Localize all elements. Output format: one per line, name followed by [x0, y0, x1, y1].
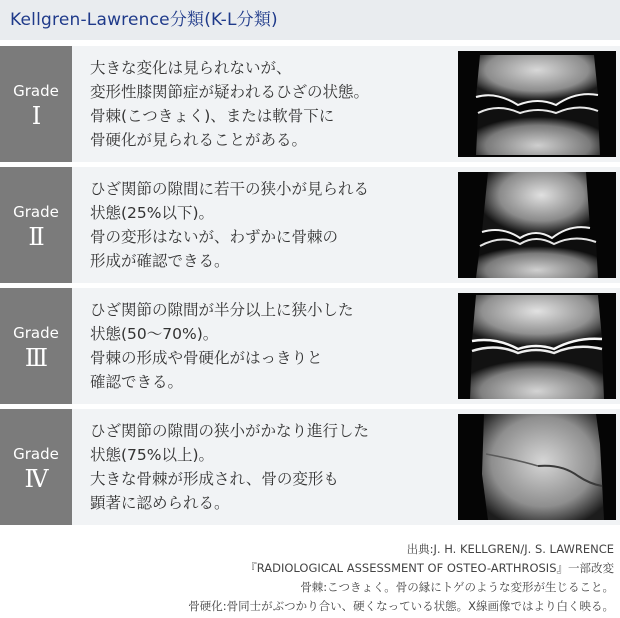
source-citation-line2: 『RADIOLOGICAL ASSESSMENT OF OSTEO-ARTHROSIS』一部改変: [245, 561, 614, 575]
description-line: 状態(75%以上)。: [90, 446, 215, 464]
grade-description: [90, 298, 450, 394]
grade-word: Grade: [13, 203, 59, 221]
description-line: 変形性膝関節症が疑われるひざの状態。: [90, 83, 370, 101]
description-line: 大きな変化は見られないが、: [90, 59, 292, 77]
grade-word: Grade: [13, 324, 59, 342]
description-line: 骨硬化が見られることがある。: [90, 131, 308, 149]
grade-description: [90, 419, 450, 515]
description-line: ひざ関節の隙間が半分以上に狭小した: [90, 301, 354, 319]
grade-row-4: [0, 409, 620, 525]
description-line: 骨の変形はないが、わずかに骨棘の: [90, 228, 339, 246]
grade-word: Grade: [13, 445, 59, 463]
xray-image-grade-4: [458, 414, 616, 520]
grade-description: [90, 56, 450, 152]
osteophyte-note: 骨棘:こつきょく。骨の縁にトゲのような変形が生じること。: [300, 580, 614, 594]
description-line: 状態(50〜70%)。: [90, 325, 219, 343]
grade-label-cell: [0, 409, 72, 525]
xray-image-grade-2: [458, 172, 616, 278]
grade-table: [0, 46, 620, 530]
title-bar: [0, 0, 620, 40]
xray-image-grade-3: [458, 293, 616, 399]
sclerosis-note: 骨硬化:骨同士がぶつかり合い、硬くなっている状態。X線画像ではより白く映る。: [188, 599, 614, 613]
grade-label-cell: [0, 167, 72, 283]
grade-numeral: Ⅲ: [24, 344, 48, 372]
grade-numeral: Ⅱ: [28, 223, 44, 251]
description-line: ひざ関節の隙間に若干の狭小が見られる: [90, 180, 370, 198]
description-line: ひざ関節の隙間の狭小がかなり進行した: [90, 422, 370, 440]
description-line: 骨棘(こつきょく)、または軟骨下に: [90, 107, 335, 125]
footer-notes: [188, 540, 614, 616]
grade-numeral: Ⅰ: [31, 102, 41, 130]
description-line: 形成が確認できる。: [90, 252, 230, 270]
xray-image-grade-1: [458, 51, 616, 157]
grade-row-3: [0, 288, 620, 404]
grade-numeral: Ⅳ: [24, 465, 48, 493]
grade-word: Grade: [13, 82, 59, 100]
grade-row-1: [0, 46, 620, 162]
description-line: 状態(25%以下)。: [90, 204, 215, 222]
description-line: 確認できる。: [90, 373, 184, 391]
description-line: 骨棘の形成や骨硬化がはっきりと: [90, 349, 323, 367]
page-title: Kellgren-Lawrence分類(K-L分類): [10, 10, 278, 30]
description-line: 大きな骨棘が形成され、骨の変形も: [90, 470, 339, 488]
grade-label-cell: [0, 46, 72, 162]
grade-row-2: [0, 167, 620, 283]
grade-description: [90, 177, 450, 273]
description-line: 顕著に認められる。: [90, 494, 230, 512]
grade-label-cell: [0, 288, 72, 404]
source-citation-line1: 出典:J. H. KELLGREN/J. S. LAWRENCE: [406, 542, 614, 556]
